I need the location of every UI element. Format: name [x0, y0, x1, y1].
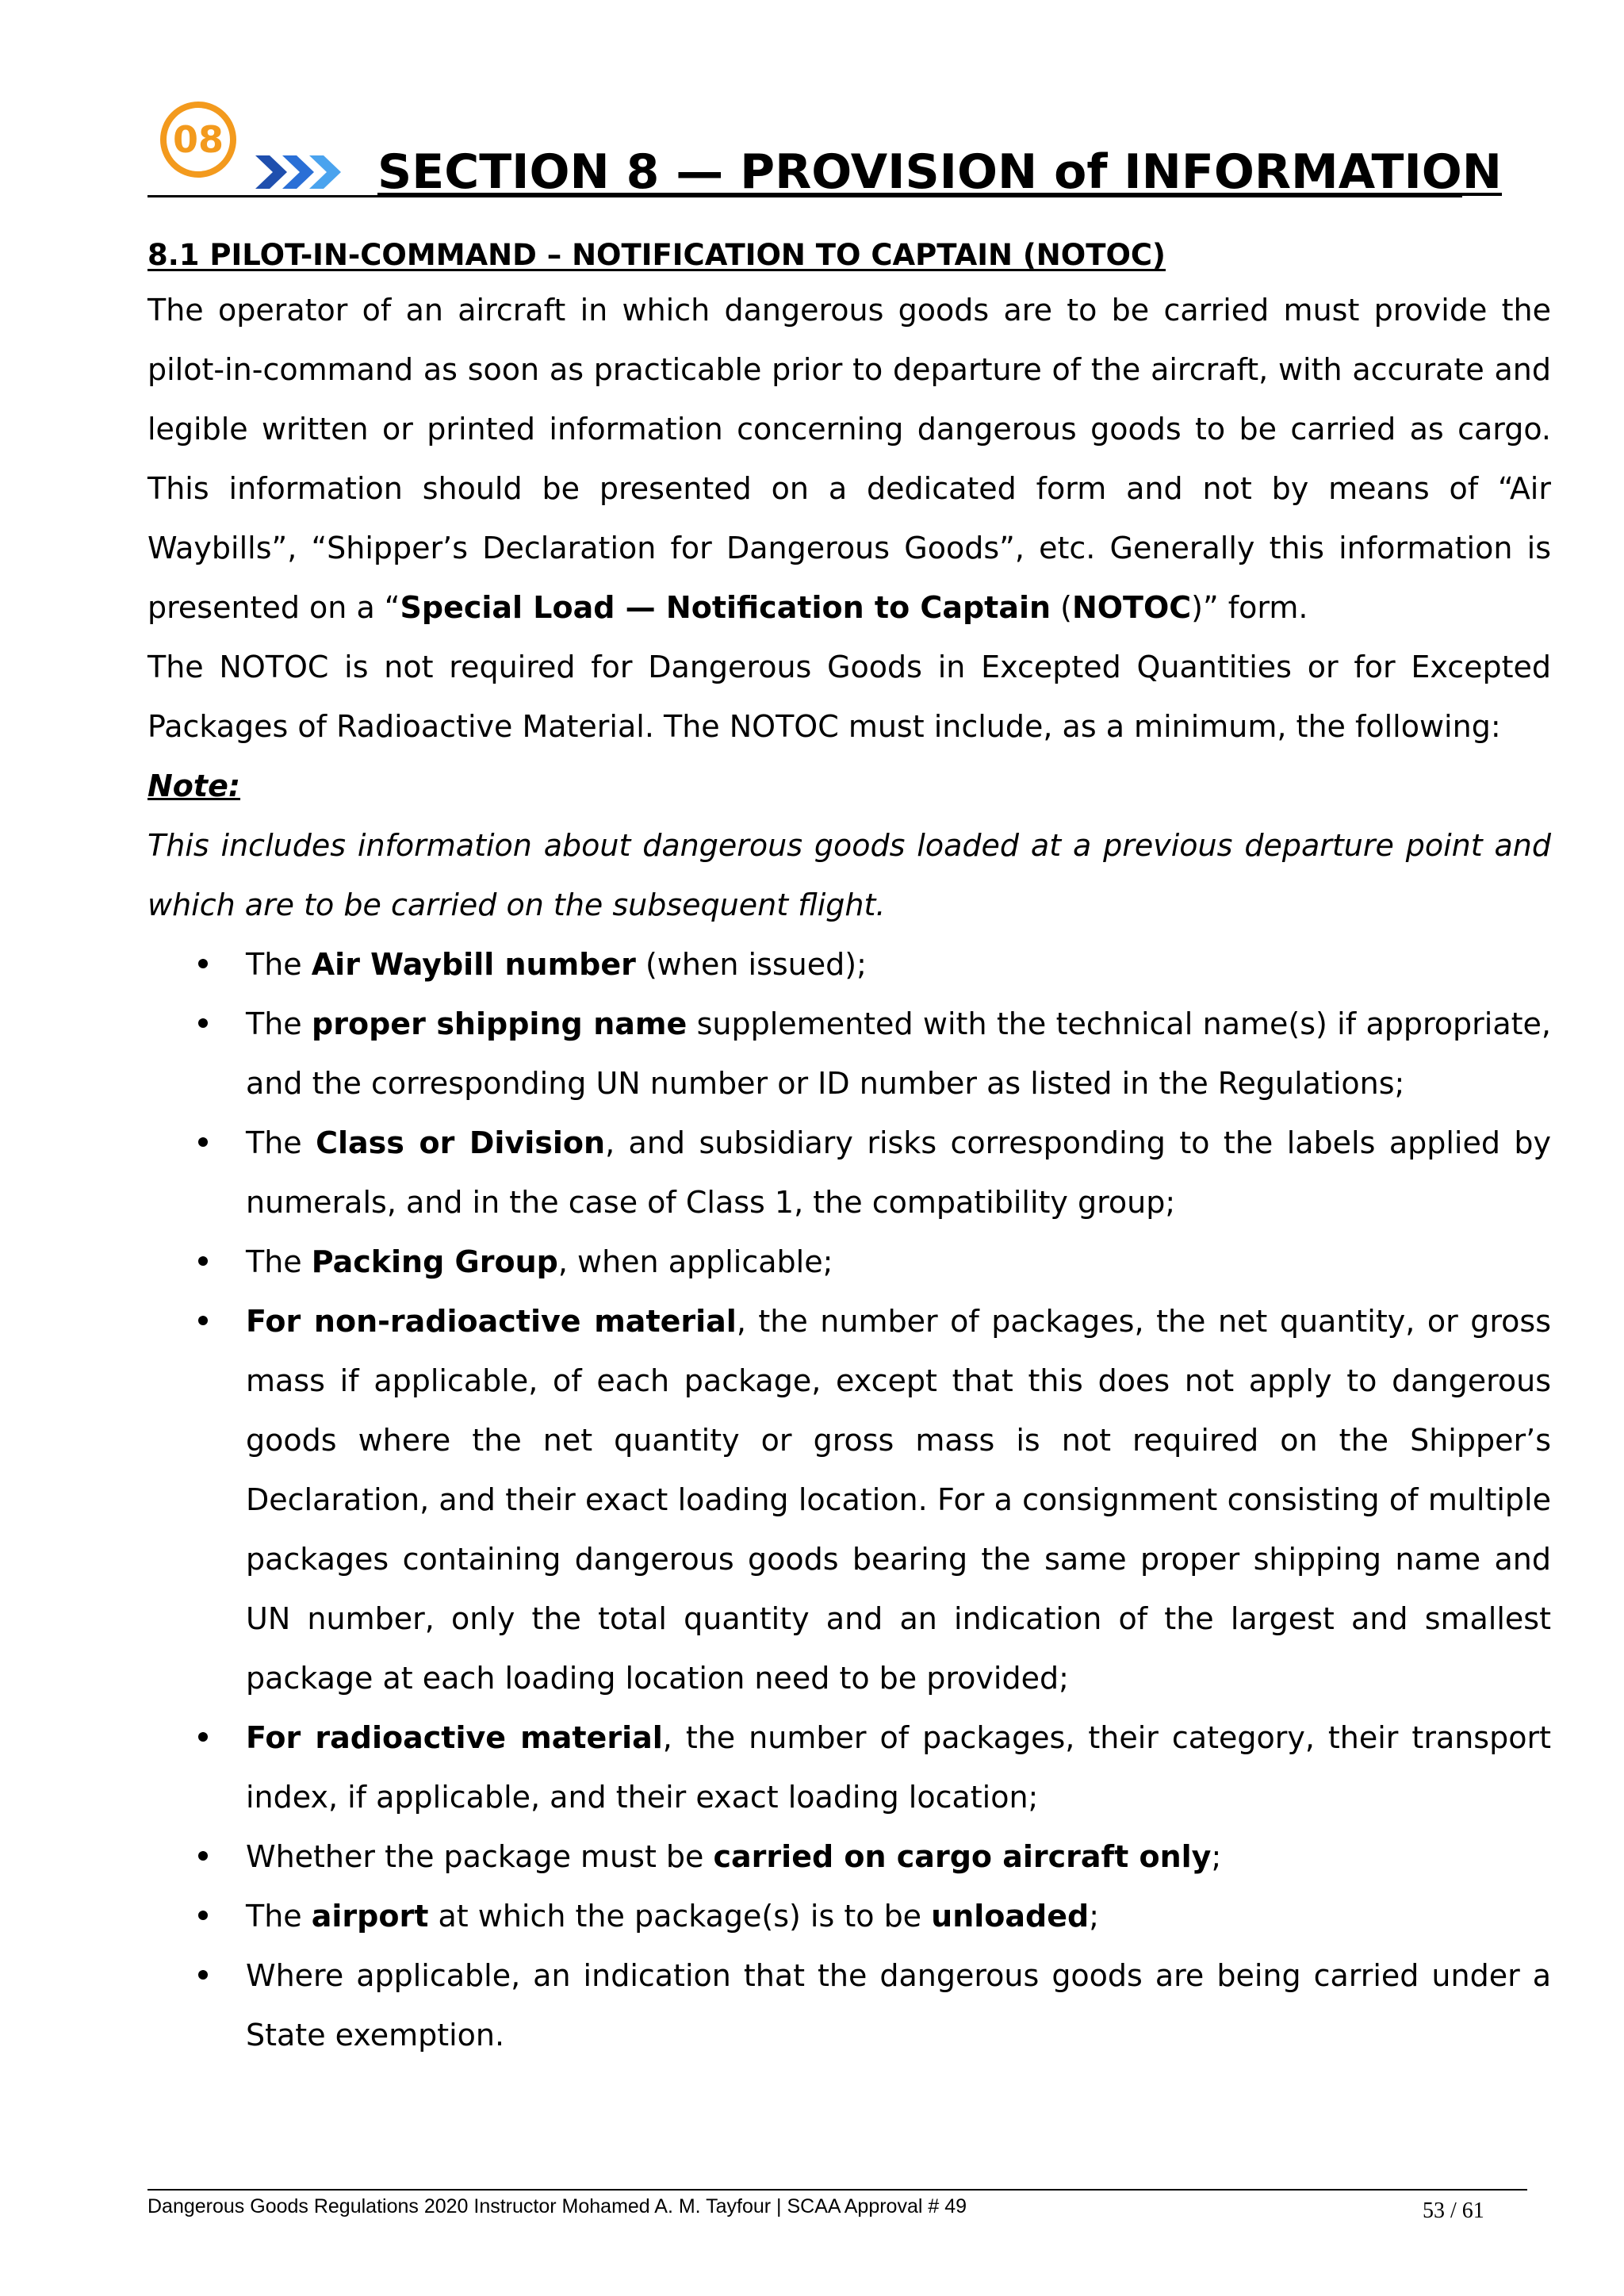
- item-text: The: [246, 1125, 316, 1160]
- list-item: [147, 1114, 1551, 1232]
- item-text: Whether the package must be: [246, 1839, 714, 1874]
- section-title: SECTION 8 — PROVISION of INFORMATION: [377, 144, 1502, 200]
- bullet-icon: [198, 1851, 208, 1861]
- item-text: The: [246, 1006, 312, 1041]
- bullet-icon: [198, 1911, 208, 1920]
- item-text: , and subsidiary risks corresponding to the labels applied by numerals, and in the case of Class 1, the compatibility group;: [246, 1125, 1551, 1220]
- list-item: [147, 1946, 1551, 2065]
- paren-open: (: [1051, 590, 1072, 625]
- bullet-icon: [198, 1316, 208, 1325]
- item-bold: unloaded: [931, 1899, 1090, 1934]
- item-text: ;: [1211, 1839, 1222, 1874]
- notoc-abbrev: NOTOC: [1071, 590, 1192, 625]
- item-text: The: [246, 1899, 312, 1934]
- bullet-icon: [198, 1256, 208, 1266]
- note-label: Note:: [147, 769, 241, 803]
- item-text: supplemented with the technical name(s) if appropriate, and the corresponding UN number or ID number as listed in the Regulations;: [246, 1006, 1551, 1101]
- list-item: [147, 935, 1551, 995]
- intro-paragraph-2: The NOTOC is not required for Dangerous Goods in Excepted Quantities or for Excepted Packages of Radioactive Material. The NOTOC must include, as a minimum, the following:: [147, 650, 1551, 744]
- item-text: , when applicable;: [557, 1244, 833, 1279]
- item-bold: Packing Group: [311, 1244, 558, 1279]
- main-content: [147, 232, 1551, 2065]
- intro-end: )” form.: [1191, 590, 1308, 625]
- section-header: [147, 97, 1502, 208]
- chevrons-icon: [255, 152, 347, 192]
- item-bold: proper shipping name: [312, 1006, 688, 1041]
- list-item: [147, 1292, 1551, 1708]
- item-text: (when issued);: [635, 947, 867, 982]
- section-number-badge: 08: [160, 102, 236, 178]
- list-item: [147, 1887, 1551, 1946]
- list-item: [147, 1708, 1551, 1827]
- item-bold: airport: [311, 1899, 429, 1934]
- item-bold: Class or Division: [316, 1125, 606, 1160]
- item-text: Where applicable, an indication that the dangerous goods are being carried under a State exemption.: [246, 1958, 1551, 2053]
- item-bold: carried on cargo aircraft only: [713, 1839, 1212, 1874]
- item-text: , the number of packages, their category, their transport index, if applicable, and their exact loading location;: [246, 1720, 1551, 1815]
- bullet-icon: [198, 959, 208, 968]
- bullet-icon: [198, 1970, 208, 1980]
- bullet-icon: [198, 1137, 208, 1147]
- list-item: [147, 1232, 1551, 1292]
- intro-paragraph-1: [147, 281, 1551, 638]
- item-text: The: [246, 1244, 312, 1279]
- subsection-heading: 8.1 PILOT-IN-COMMAND – NOTIFICATION TO CAPTAIN (NOTOC): [147, 238, 1166, 272]
- notoc-requirements-list: [147, 935, 1551, 2065]
- note-text: This includes information about dangerous goods loaded at a previous departure point and which are to be carried on the subsequent flight.: [147, 828, 1551, 922]
- item-text: , the number of packages, the net quantity, or gross mass if applicable, of each package, except that this does not apply to dangerous goods where the net quantity or gross mass is not required on the Shipper’s Declaration, and their exact loading location. For a consignment consisting of multiple packages containing dangerous goods bearing the same proper shipping name and UN number, only the total quantity and an indication of the largest and smallest package at each loading location need to be provided;: [246, 1304, 1551, 1696]
- item-bold: Air Waybill number: [311, 947, 636, 982]
- list-item: [147, 1827, 1551, 1887]
- item-text: at which the package(s) is to be: [428, 1899, 932, 1934]
- bullet-icon: [198, 1732, 208, 1742]
- form-name: Special Load — Notification to Captain: [400, 590, 1051, 625]
- item-bold: For non-radioactive material: [246, 1304, 737, 1339]
- footer-rule: [147, 2189, 1527, 2191]
- list-item: [147, 995, 1551, 1114]
- header-rule: [147, 195, 1462, 197]
- item-text: The: [246, 947, 312, 982]
- bullet-icon: [198, 1018, 208, 1028]
- intro-text: The operator of an aircraft in which dangerous goods are to be carried must provide the pilot-in-command as soon as practicable prior to departure of the aircraft, with accurate and legible written or printed information concerning dangerous goods to be carried as cargo. This information should be presented on a dedicated form and not by means of “Air Waybills”, “Shipper’s Declaration for Dangerous Goods”, etc. Generally this information is presented on a “: [147, 293, 1551, 625]
- item-bold: For radioactive material: [246, 1720, 663, 1755]
- item-text: ;: [1089, 1899, 1100, 1934]
- footer-text: Dangerous Goods Regulations 2020 Instructor Mohamed A. M. Tayfour | SCAA Approval # 49: [147, 2195, 967, 2217]
- page-number: 53 / 61: [1423, 2198, 1484, 2223]
